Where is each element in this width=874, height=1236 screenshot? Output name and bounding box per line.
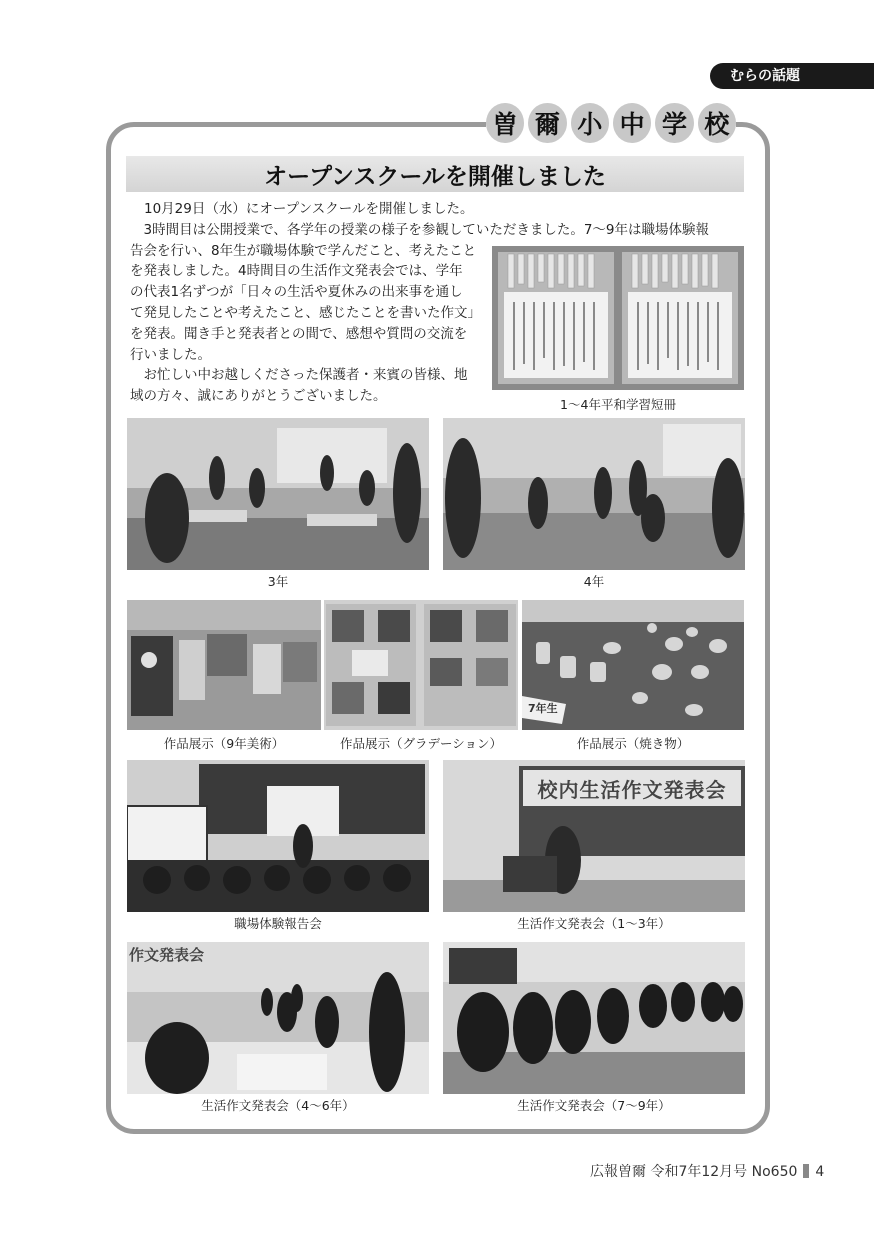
- school-name-char: 爾: [528, 103, 566, 143]
- caption-essay-1-3: 生活作文発表会（1～3年）: [517, 916, 671, 931]
- body-paragraph: 10月29日（水）にオープンスクールを開催しました。: [144, 201, 474, 217]
- classroom-illustration: [127, 418, 429, 570]
- publication-name: 広報曽爾: [590, 1164, 646, 1180]
- caption-work-report: 職場体験報告会: [234, 916, 322, 931]
- photo-art9: [127, 600, 321, 730]
- essay-banner: 校内生活作文発表会: [537, 778, 727, 802]
- body-line: て発見したことや考えたこと、感じたことを書いた作文」: [130, 304, 481, 321]
- photo-essay-4-6: [127, 942, 429, 1094]
- photo-grade4: [443, 418, 745, 570]
- caption-art9: 作品展示（9年美術）: [163, 736, 285, 751]
- school-name-char: 小: [571, 103, 609, 143]
- art-display-illustration: [127, 600, 321, 730]
- tanzaku-illustration: [492, 246, 744, 390]
- caption-tanzaku: 1～4年平和学習短冊: [560, 397, 676, 412]
- classroom-illustration: [443, 942, 745, 1094]
- photo-pottery: [522, 600, 744, 730]
- body-line: を発表。聞き手と発表者との間で、感想や質問の交流を: [130, 325, 468, 342]
- body-line: 告会を行い、8年生が職場体験で学んだこと、考えたこと: [130, 242, 477, 259]
- body-line: の代表1名ずつが「日々の生活や夏休みの出来事を通し: [130, 284, 463, 301]
- body-line: お忙しい中お越しくださった保護者・来賓の皆様、地: [130, 367, 468, 384]
- body-line: を発表しました。4時間目の生活作文発表会では、学年: [130, 263, 463, 280]
- school-name-banner: [486, 98, 736, 148]
- photo-grade3: [127, 418, 429, 570]
- school-name-char: 校: [698, 103, 736, 143]
- caption-grade4: 4年: [583, 574, 605, 589]
- essay-banner: 作文発表会: [129, 946, 205, 964]
- photo-essay-7-9: [443, 942, 745, 1094]
- school-name-char: 中: [613, 103, 651, 143]
- body-line: 域の方々、誠にありがとうございました。: [130, 388, 387, 405]
- art-display-illustration: [324, 600, 518, 730]
- caption-essay-7-9: 生活作文発表会（7～9年）: [517, 1098, 671, 1113]
- classroom-illustration: [127, 760, 429, 912]
- school-name-char: 曽: [486, 103, 524, 143]
- body-line: 行いました。: [130, 346, 211, 363]
- school-name-char: 学: [655, 103, 693, 143]
- divider-mark: [803, 1164, 809, 1178]
- page-number: 4: [815, 1164, 825, 1180]
- caption-gradation: 作品展示（グラデーション）: [339, 736, 502, 751]
- body-line: 3時間目は公開授業で、各学年の授業の様子を参観していただきました。7～9年は職場体験報: [130, 221, 709, 238]
- photo-essay-1-3: [443, 760, 745, 912]
- caption-grade3: 3年: [267, 574, 289, 589]
- section-tab: むらの話題: [710, 63, 874, 89]
- photo-gradation: [324, 600, 518, 730]
- article-headline: オープンスクールを開催しました: [126, 156, 744, 192]
- page-footer: [590, 1161, 824, 1181]
- caption-essay-4-6: 生活作文発表会（4～6年）: [201, 1098, 355, 1113]
- pottery-sign: 7年生: [528, 702, 558, 715]
- photo-work-report: [127, 760, 429, 912]
- issue-info: 令和7年12月号 No650: [650, 1164, 798, 1180]
- classroom-illustration: [443, 418, 745, 570]
- photo-tanzaku: [492, 246, 744, 390]
- caption-pottery: 作品展示（焼き物）: [576, 736, 690, 751]
